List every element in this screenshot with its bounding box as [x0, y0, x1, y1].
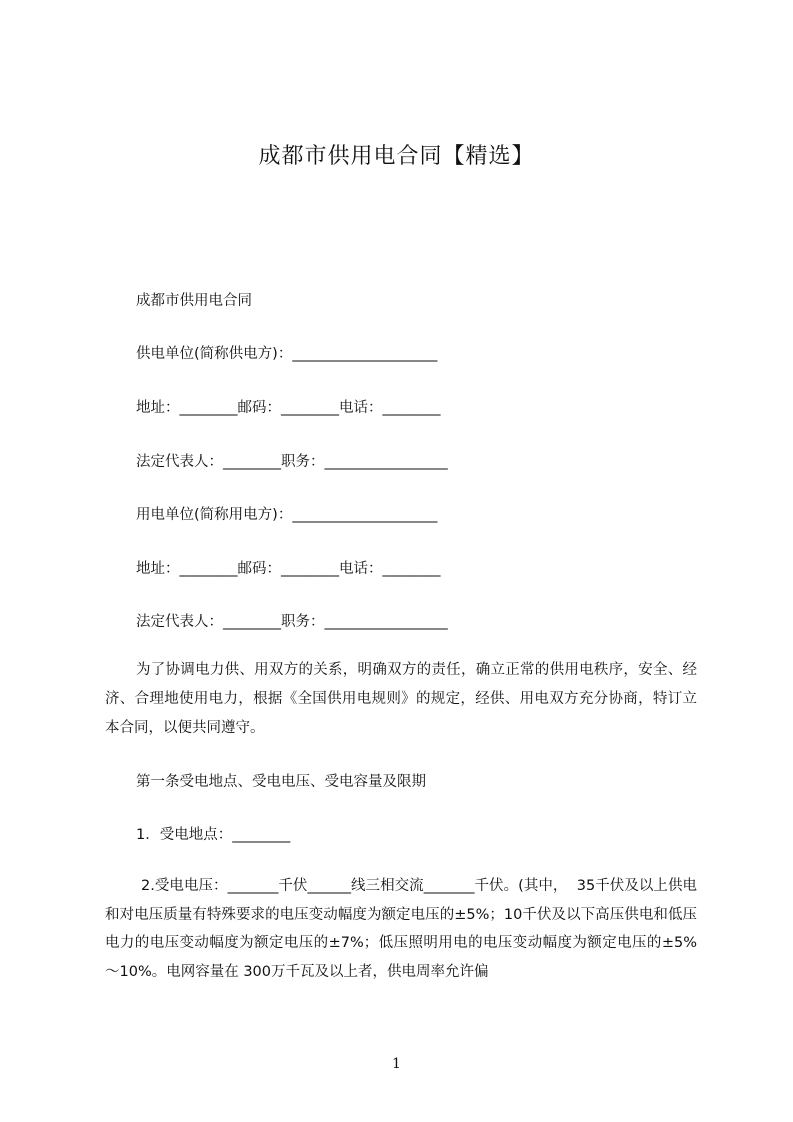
supplier-representative-line: 法定代表人：________职务：_________________ — [136, 454, 448, 470]
document-title: 成都市供用电合同【精选】 — [258, 144, 535, 169]
item-2-paragraph: 2.受电电压：_______千伏______线三相交流_______千伏。(其中， 35千伏及以上供电和对电压质量有特殊要求的电压变动幅度为额定电压的±5%；10千伏及以下高压供电和低压电力的电压变动幅度为额定电压的±7%；低压照明用电的电压变动幅度为额定电压的±5%～10%。电网容量在 300万千瓦及以上者，供电周率允许偏 — [105, 878, 697, 980]
intro-paragraph: 为了协调电力供、用双方的关系，明确双方的责任，确立正常的供用电秩序，安全、经济、合理地使用电力，根据《全国供用电规则》的规定，经供、用电双方充分协商，特订立本合同，以便共同遵守。 — [105, 662, 697, 736]
article-1-heading: 第一条受电地点、受电电压、受电容量及限期 — [136, 774, 426, 790]
item-1-line: 1．受电地点：________ — [136, 827, 291, 843]
consumer-representative-line: 法定代表人：________职务：_________________ — [136, 614, 448, 630]
contract-name-line: 成都市供用电合同 — [136, 293, 252, 309]
consumer-address-line: 地址：________邮码：________电话：________ — [136, 561, 441, 577]
page-number: 1 — [392, 1056, 401, 1072]
supplier-unit-line: 供电单位(简称供电方)：____________________ — [136, 346, 438, 362]
consumer-unit-line: 用电单位(简称用电方)：____________________ — [136, 507, 438, 523]
supplier-address-line: 地址：________邮码：________电话：________ — [136, 400, 441, 416]
